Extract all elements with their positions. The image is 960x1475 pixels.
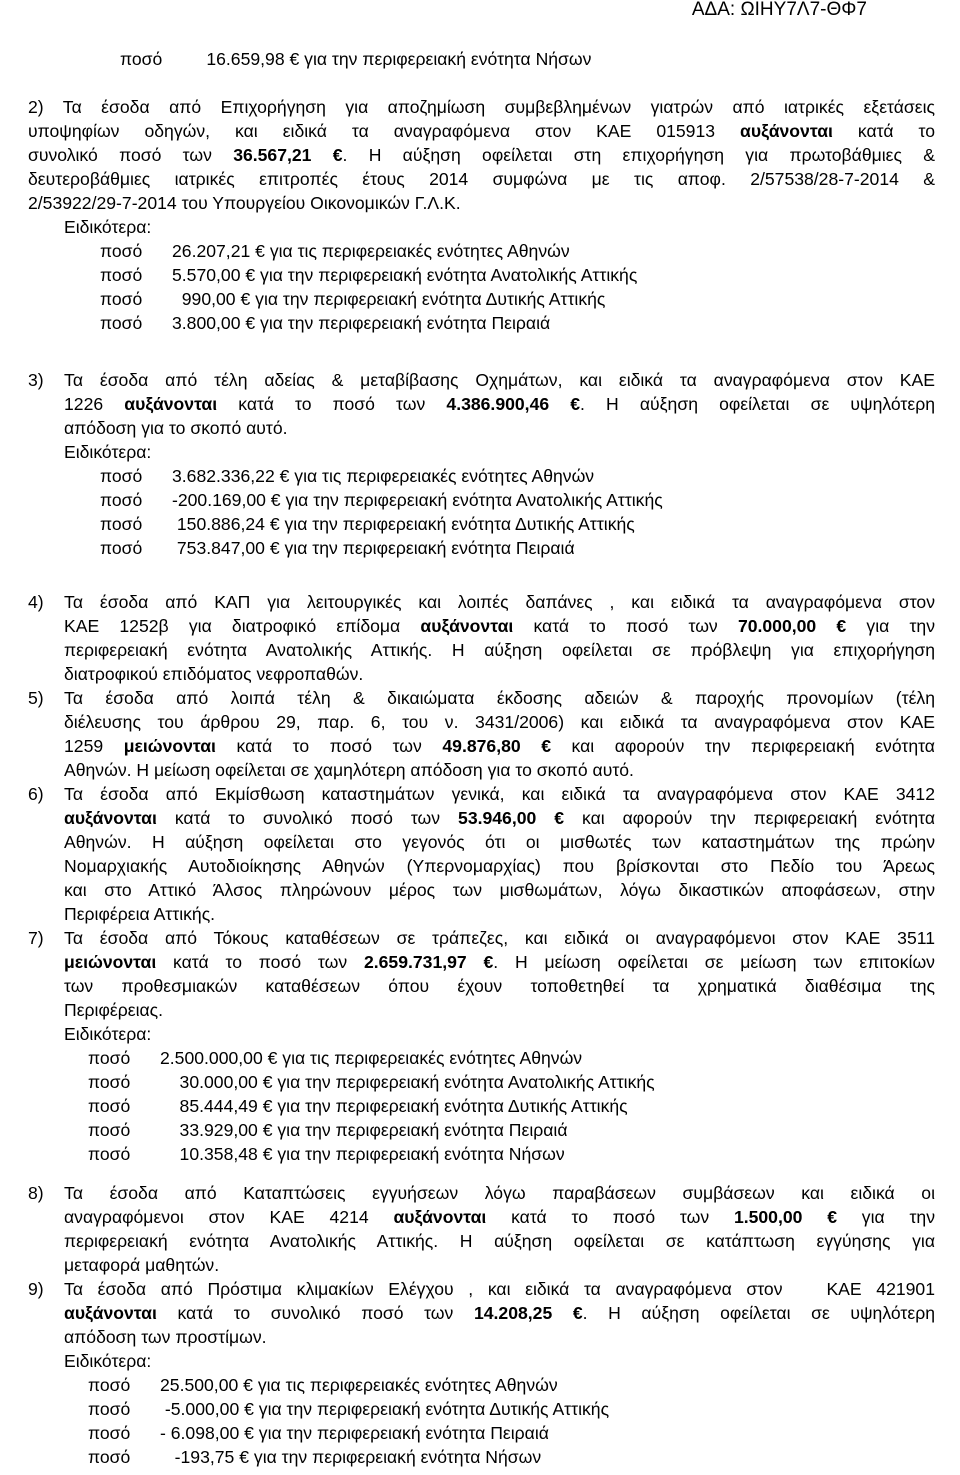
item-8 [28, 1181, 935, 1277]
item7-row: ποσό 33.929,00 € για την περιφερειακή ενότητα Πειραιά [88, 1120, 568, 1140]
item4-line3: περιφερειακή ενότητα Ανατολικής Αττικής. Η αύξηση οφείλεται σε πρόβλεψη για επιχορήγηση [64, 640, 935, 660]
item6-line1: Τα έσοδα από Εκμίσθωση καταστημάτων γενικά, και ειδικά τα αναγραφόμενα στον ΚΑΕ 3412 [64, 784, 935, 804]
item6-line5: και στο Αττικό Άλσος πληρώνουν μέρος των μισθωμάτων, λόγω δικαστικών αποφάσεων, στην [64, 880, 935, 900]
item3-row: ποσό 753.847,00 € για την περιφερειακή ενότητα Πειραιά [100, 538, 575, 558]
item7-line4: Περιφέρειας. [64, 1000, 164, 1020]
item2-line5: 2/53922/29-7-2014 του Υπουργείου Οικονομικών Γ.Λ.Κ. [28, 193, 461, 213]
item4-number: 4) [28, 592, 44, 612]
item9-row: ποσό 25.500,00 € για τις περιφερειακές ενότητες Αθηνών [88, 1375, 558, 1395]
item3-row: ποσό -200.169,00 € για την περιφερειακή ενότητα Ανατολικής Αττικής [100, 490, 663, 510]
item7-line2: μειώνονται κατά το ποσό των 2.659.731,97 €. Η μείωση οφείλεται σε μείωση των επιτοκίων [64, 952, 935, 972]
item2-row: ποσό 5.570,00 € για την περιφερειακή ενότητα Ανατολικής Αττικής [100, 265, 638, 285]
item4-line4: διατροφικού επιδόματος νεφροπαθών. [64, 664, 364, 684]
item4-line2: ΚΑΕ 1252β για διατροφικό επίδομα αυξάνονται κατά το ποσό των 70.000,00 € για την [64, 616, 936, 636]
item5-line1: Τα έσοδα από λοιπά τέλη & δικαιώματα έκδοσης αδειών & παροχής προνομίων (τέλη [64, 688, 935, 708]
item6-number: 6) [28, 784, 44, 804]
item6-line4: Νομαρχιακής Αυτοδιοίκησης Αθηνών (Υπερνομαρχίας) που βρίσκονται στο Πεδίο του Άρεως [64, 856, 935, 876]
item-2 [28, 95, 935, 335]
item7-row: ποσό 10.358,48 € για την περιφερειακή ενότητα Νήσων [88, 1144, 565, 1164]
item7-number: 7) [28, 928, 44, 948]
item7-row: ποσό 85.444,49 € για την περιφερειακή ενότητα Δυτικής Αττικής [88, 1096, 628, 1116]
amount-text: 16.659,98 € για την περιφερειακή ενότητα Νήσων [206, 49, 592, 69]
item3-specific: Ειδικότερα: [64, 442, 152, 462]
item7-line3: των προθεσμιακών καταθέσεων όπου έχουν τοποθετηθεί τα χρηματικά διαθέσιμα της [64, 976, 935, 996]
item-7 [28, 926, 935, 1166]
item2-line2: υποψηφίων οδηγών, και ειδικά τα αναγραφόμενα στον ΚΑΕ 015913 αυξάνονται κατά το [28, 121, 935, 141]
item9-number: 9) [28, 1279, 44, 1299]
amount-label: ποσό [120, 49, 163, 69]
item9-line2: αυξάνονται κατά το συνολικό ποσό των 14.208,25 €. Η αύξηση οφείλεται σε υψηλότερη [64, 1303, 935, 1323]
item7-row: ποσό 2.500.000,00 € για τις περιφερειακές ενότητες Αθηνών [88, 1048, 583, 1068]
item8-line4: μεταφορά μαθητών. [64, 1255, 220, 1275]
item7-line1: Τα έσοδα από Τόκους καταθέσεων σε τράπεζες, και ειδικά οι αναγραφόμενοι στον ΚΑΕ 3511 [64, 928, 935, 948]
top-amount-line [120, 47, 591, 71]
item2-specific: Ειδικότερα: [64, 217, 152, 237]
item2-line1: 2) Τα έσοδα από Επιχορήγηση για αποζημίωση συμβεβλημένων γιατρών από ιατρικές εξετάσεις [28, 97, 935, 117]
item3-row: ποσό 150.886,24 € για την περιφερειακή ενότητα Δυτικής Αττικής [100, 514, 635, 534]
item7-row: ποσό 30.000,00 € για την περιφερειακή ενότητα Ανατολικής Αττικής [88, 1072, 655, 1092]
item4-line1: Τα έσοδα από ΚΑΠ για λειτουργικές και λοιπές δαπάνες , και ειδικά τα αναγραφόμενα στον [64, 592, 935, 612]
item9-row: ποσό -193,75 € για την περιφερειακή ενότητα Νήσων [88, 1447, 542, 1467]
item2-breakdown [64, 215, 935, 335]
item7-specific: Ειδικότερα: [64, 1024, 152, 1044]
item9-line1: Τα έσοδα από Πρόστιμα κλιμακίων Ελέγχου , και ειδικά τα αναγραφόμενα στον ΚΑΕ 421901 [64, 1279, 935, 1299]
item8-number: 8) [28, 1183, 44, 1203]
item3-number: 3) [28, 370, 44, 390]
item5-number: 5) [28, 688, 44, 708]
item9-row: ποσό -5.000,00 € για την περιφερειακή ενότητα Δυτικής Αττικής [88, 1399, 610, 1419]
item8-line3: περιφερειακή ενότητα Ανατολικής Αττικής. Η αύξηση οφείλεται σε κατάπτωση εγγύησης για [64, 1231, 935, 1251]
item6-line6: Περιφέρεια Αττικής. [64, 904, 216, 924]
item8-line1: Τα έσοδα από Καταπτώσεις εγγυήσεων λόγω παραβάσεων συμβάσεων και ειδικά οι [64, 1183, 935, 1203]
item6-line3: Αθηνών. Η αύξηση οφείλεται στο γεγονός ότι οι μισθωτές των καταστημάτων της πρώην [64, 832, 935, 852]
item3-row: ποσό 3.682.336,22 € για τις περιφερειακές ενότητες Αθηνών [100, 466, 595, 486]
item6-line2: αυξάνονται κατά το συνολικό ποσό των 53.946,00 € και αφορούν την περιφερειακή ενότητα [64, 808, 935, 828]
item5-line2: διέλευσης του άρθρου 29, παρ. 6, του ν. 3431/2006) και ειδικά τα αναγραφόμενα στον ΚΑΕ [64, 712, 935, 732]
ada-code: ΑΔΑ: ΩΙΗΥ7Λ7-ΘΦ7 [691, 0, 867, 20]
item2-row: ποσό 990,00 € για την περιφερειακή ενότητα Δυτικής Αττικής [100, 289, 606, 309]
item-3 [28, 368, 935, 560]
item2-line4: δευτεροβάθμιες ιατρικές επιτροπές έτους 2014 συμφώνα με τις αποφ. 2/57538/28-7-2014 & [28, 169, 935, 189]
item5-line4: Αθηνών. Η μείωση οφείλεται σε χαμηλότερη απόδοση για το σκοπό αυτό. [64, 760, 634, 780]
item3-line3: απόδοση για το σκοπό αυτό. [64, 418, 288, 438]
item-5 [28, 686, 935, 782]
item3-line2: 1226 αυξάνονται κατά το ποσό των 4.386.900,46 €. Η αύξηση οφείλεται σε υψηλότερη [64, 394, 936, 414]
item5-line3: 1259 μειώνονται κατά το ποσό των 49.876,80 € και αφορούν την περιφερειακή ενότητα [64, 736, 935, 756]
item8-line2: αναγραφόμενοι στον ΚΑΕ 4214 αυξάνονται κατά το ποσό των 1.500,00 € για την [64, 1207, 935, 1227]
item-6 [28, 782, 935, 926]
item2-row: ποσό 3.800,00 € για την περιφερειακή ενότητα Πειραιά [100, 313, 551, 333]
item-4 [28, 590, 935, 686]
item9-specific: Ειδικότερα: [64, 1351, 152, 1371]
item2-line3: συνολικό ποσό των 36.567,21 €. Η αύξηση οφείλεται στη επιχορήγηση για πρωτοβάθμιες & [28, 145, 936, 165]
item3-line1: Τα έσοδα από τέλη αδείας & μεταβίβασης Οχημάτων, και ειδικά τα αναγραφόμενα στον ΚΑΕ [64, 370, 935, 390]
item9-line3: απόδοση των προστίμων. [64, 1327, 267, 1347]
item-9 [28, 1277, 935, 1469]
item2-row: ποσό 26.207,21 € για τις περιφερειακές ενότητες Αθηνών [100, 241, 570, 261]
item9-row: ποσό - 6.098,00 € για την περιφερειακή ενότητα Πειραιά [88, 1423, 549, 1443]
